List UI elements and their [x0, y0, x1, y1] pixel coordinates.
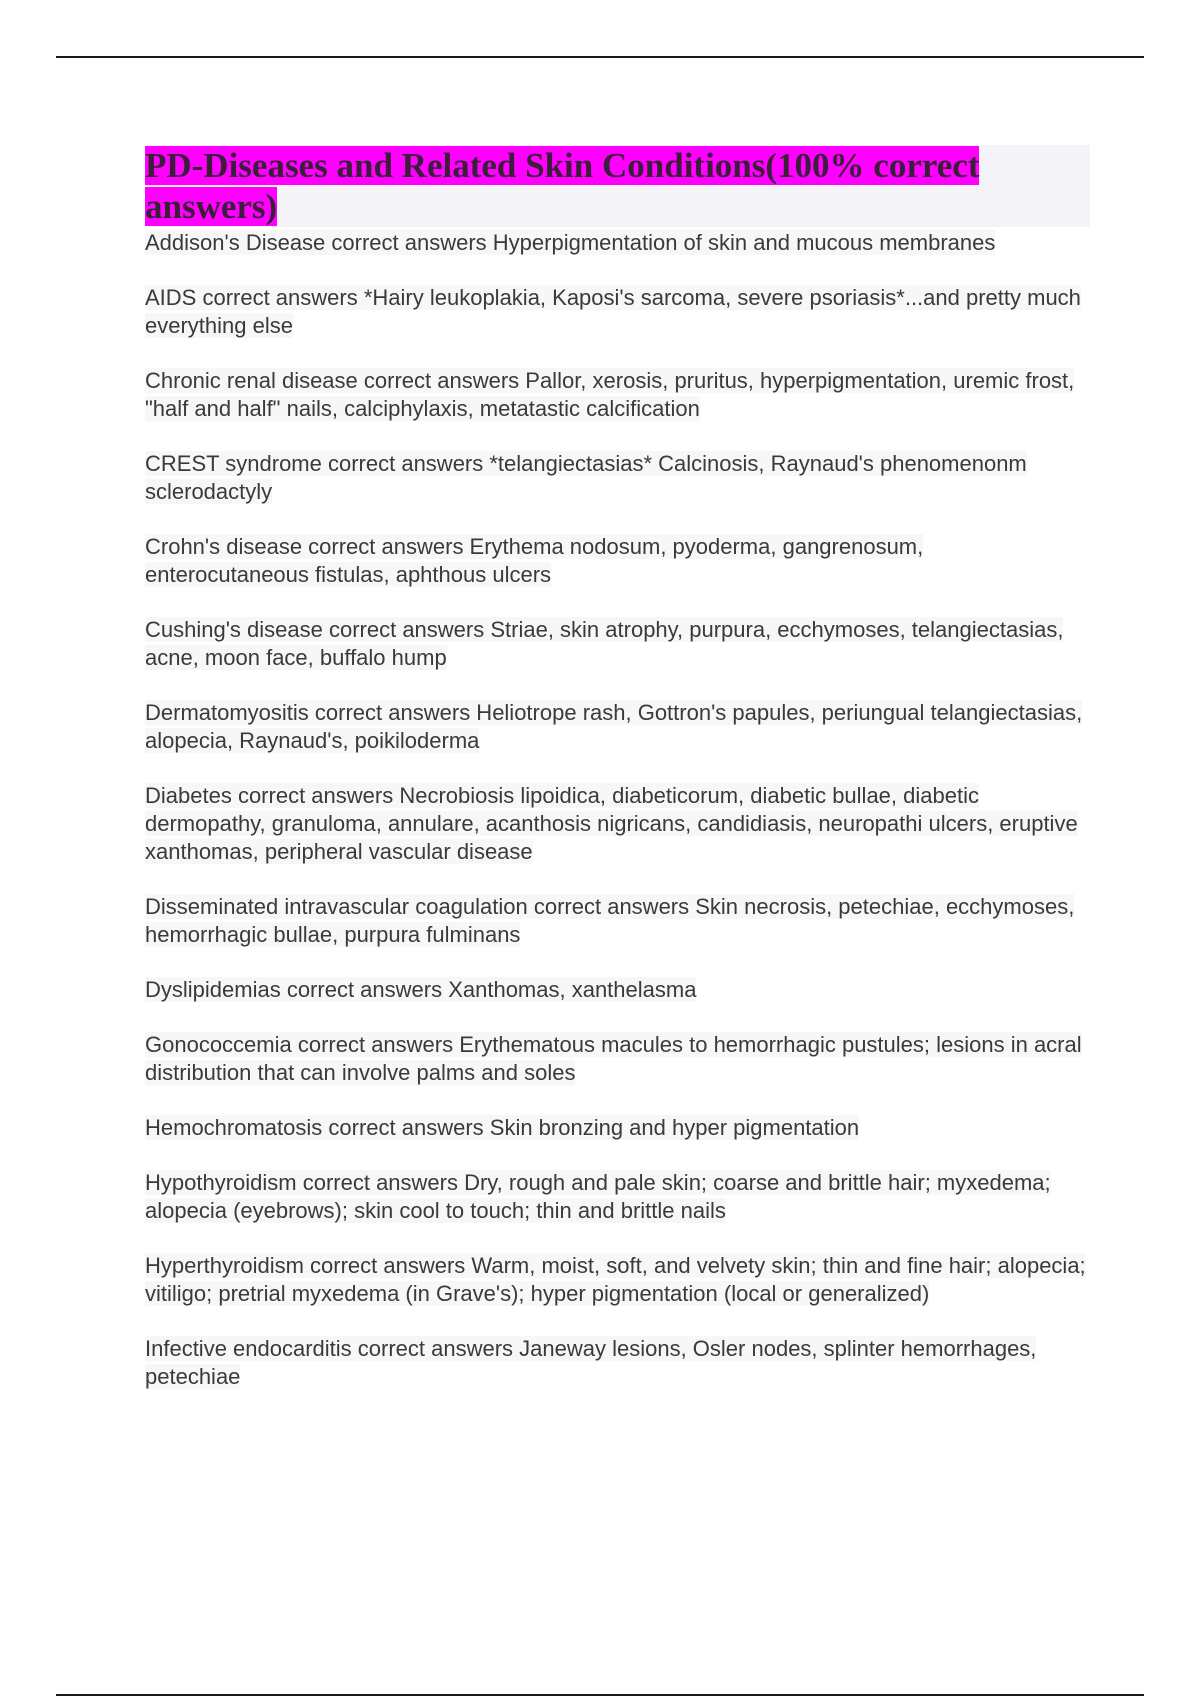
list-item [145, 976, 1090, 1004]
bottom-rule [56, 1694, 1144, 1696]
list-item [145, 616, 1090, 672]
list-item [145, 1252, 1090, 1308]
list-item [145, 893, 1090, 949]
list-item [145, 782, 1090, 866]
entry-text: Hypothyroidism correct answers Dry, rough and pale skin; coarse and brittle hair; myxedema; alopecia (eyebrows); skin cool to touch; thin and brittle nails [145, 1170, 1051, 1223]
entry-text: Infective endocarditis correct answers Janeway lesions, Osler nodes, splinter hemorrhages, petechiae [145, 1336, 1037, 1389]
page-title [145, 146, 979, 226]
list-item [145, 533, 1090, 589]
title-block [145, 145, 1090, 227]
entry-text: Diabetes correct answers Necrobiosis lipoidica, diabeticorum, diabetic bullae, diabetic dermopathy, granuloma, annulare, acanthosis nigricans, candidiasis, neuropathi ulcers, eruptive xanthomas, peripheral vascular disease [145, 783, 1078, 864]
entry-text: Dyslipidemias correct answers Xanthomas, xanthelasma [145, 977, 697, 1002]
entry-text: Gonococcemia correct answers Erythematous macules to hemorrhagic pustules; lesions in acral distribution that can involve palms and soles [145, 1032, 1082, 1085]
list-item [145, 229, 1090, 257]
entry-text: Disseminated intravascular coagulation correct answers Skin necrosis, petechiae, ecchymoses, hemorrhagic bullae, purpura fulminans [145, 894, 1075, 947]
document-body [145, 145, 1090, 1418]
list-item [145, 1169, 1090, 1225]
list-item [145, 699, 1090, 755]
entry-text: Cushing's disease correct answers Striae, skin atrophy, purpura, ecchymoses, telangiectasias, acne, moon face, buffalo hump [145, 617, 1064, 670]
entry-text: Addison's Disease correct answers Hyperpigmentation of skin and mucous membranes [145, 230, 996, 255]
entry-text: Dermatomyositis correct answers Heliotrope rash, Gottron's papules, periungual telangiectasias, alopecia, Raynaud's, poikiloderma [145, 700, 1083, 753]
entry-text: Chronic renal disease correct answers Pallor, xerosis, pruritus, hyperpigmentation, uremic frost, "half and half" nails, calciphylaxis, metatastic calcification [145, 368, 1075, 421]
entry-text: CREST syndrome correct answers *telangiectasias* Calcinosis, Raynaud's phenomenonm sclerodactyly [145, 451, 1027, 504]
entry-text: Hemochromatosis correct answers Skin bronzing and hyper pigmentation [145, 1115, 860, 1140]
title-highlight: PD-Diseases and Related Skin Conditions(100% correct answers) [145, 146, 980, 226]
list-item [145, 1335, 1090, 1391]
list-item [145, 284, 1090, 340]
entry-text: AIDS correct answers *Hairy leukoplakia, Kaposi's sarcoma, severe psoriasis*...and pretty much everything else [145, 285, 1081, 338]
list-item [145, 1114, 1090, 1142]
entry-text: Hyperthyroidism correct answers Warm, moist, soft, and velvety skin; thin and fine hair; alopecia; vitiligo; pretrial myxedema (in Grave's); hyper pigmentation (local or generalized) [145, 1253, 1086, 1306]
top-rule [56, 56, 1144, 58]
list-item [145, 1031, 1090, 1087]
list-item [145, 450, 1090, 506]
entry-text: Crohn's disease correct answers Erythema nodosum, pyoderma, gangrenosum, enterocutaneous fistulas, aphthous ulcers [145, 534, 924, 587]
list-item [145, 367, 1090, 423]
